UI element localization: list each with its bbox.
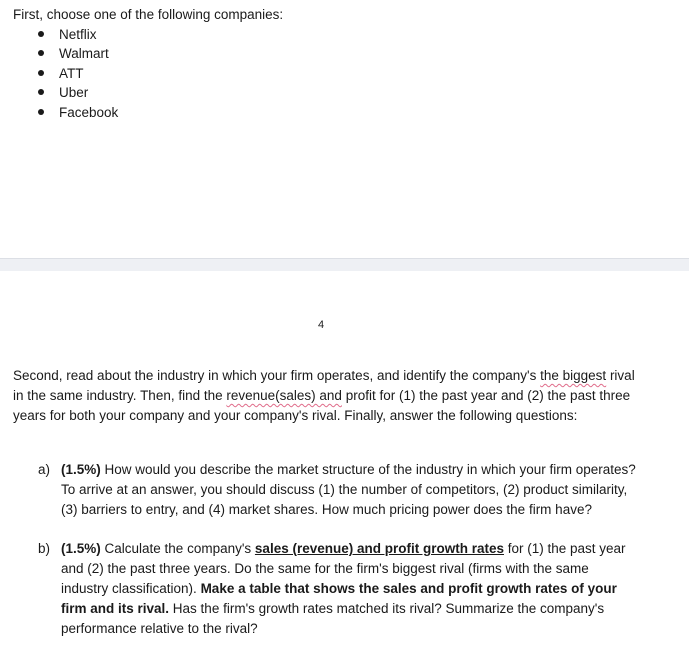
list-item: Walmart xyxy=(38,44,109,63)
bold-instruction: Make a table that shows the sales and profit growth rates of your firm and its rival. xyxy=(61,581,617,616)
question-text: (1.5%) Calculate the company's sales (revenue) and profit growth rates for (1) the past year and (2) the past three years. Do the same for the firm's biggest rival (firms with the same industry classification). Make a table that shows the sales and profit growth rates of your firm and its rival. Has the firm's growth rates matched its rival? Summarize the company's performance relative to the rival? xyxy=(61,541,626,636)
underlined-emphasis: sales (revenue) and profit growth rates xyxy=(254,541,504,556)
instructions-paragraph: Second, read about the industry in which your firm operates, and identify the company's the biggest rival in the same industry. Then, find the revenue(sales) and profit for (1) the past year and (2) the past three years for both your company and your company's rival. Finally, answer the following questions: xyxy=(13,368,635,423)
spelling-flag: the biggest xyxy=(540,368,607,383)
question-a xyxy=(38,460,638,520)
page-break xyxy=(0,258,689,272)
question-letter: a) xyxy=(38,462,51,477)
bullet-icon xyxy=(38,70,44,76)
intro-heading: First, choose one of the following companies: xyxy=(13,7,284,22)
question-b xyxy=(38,539,638,639)
bullet-icon xyxy=(38,50,44,56)
question-weight: (1.5%) xyxy=(61,462,101,477)
question-weight: (1.5%) xyxy=(61,541,101,556)
spelling-flag: revenue(sales) and xyxy=(226,388,342,403)
page-top xyxy=(0,0,689,258)
bullet-icon xyxy=(38,31,44,37)
question-text: (1.5%) How would you describe the market structure of the industry in which your firm operates? To arrive at an answer, you should discuss (1) the number of competitors, (2) product similarity, (3) barriers to entry, and (4) market shares. How much pricing power does the firm have? xyxy=(61,462,636,517)
list-item: Netflix xyxy=(38,25,97,44)
bullet-icon xyxy=(38,89,44,95)
bullet-icon xyxy=(38,109,44,115)
list-item: Facebook xyxy=(38,103,118,122)
list-item: ATT xyxy=(38,64,84,83)
page-number: 4 xyxy=(318,319,325,331)
question-letter: b) xyxy=(38,541,51,556)
list-item: Uber xyxy=(38,83,88,102)
